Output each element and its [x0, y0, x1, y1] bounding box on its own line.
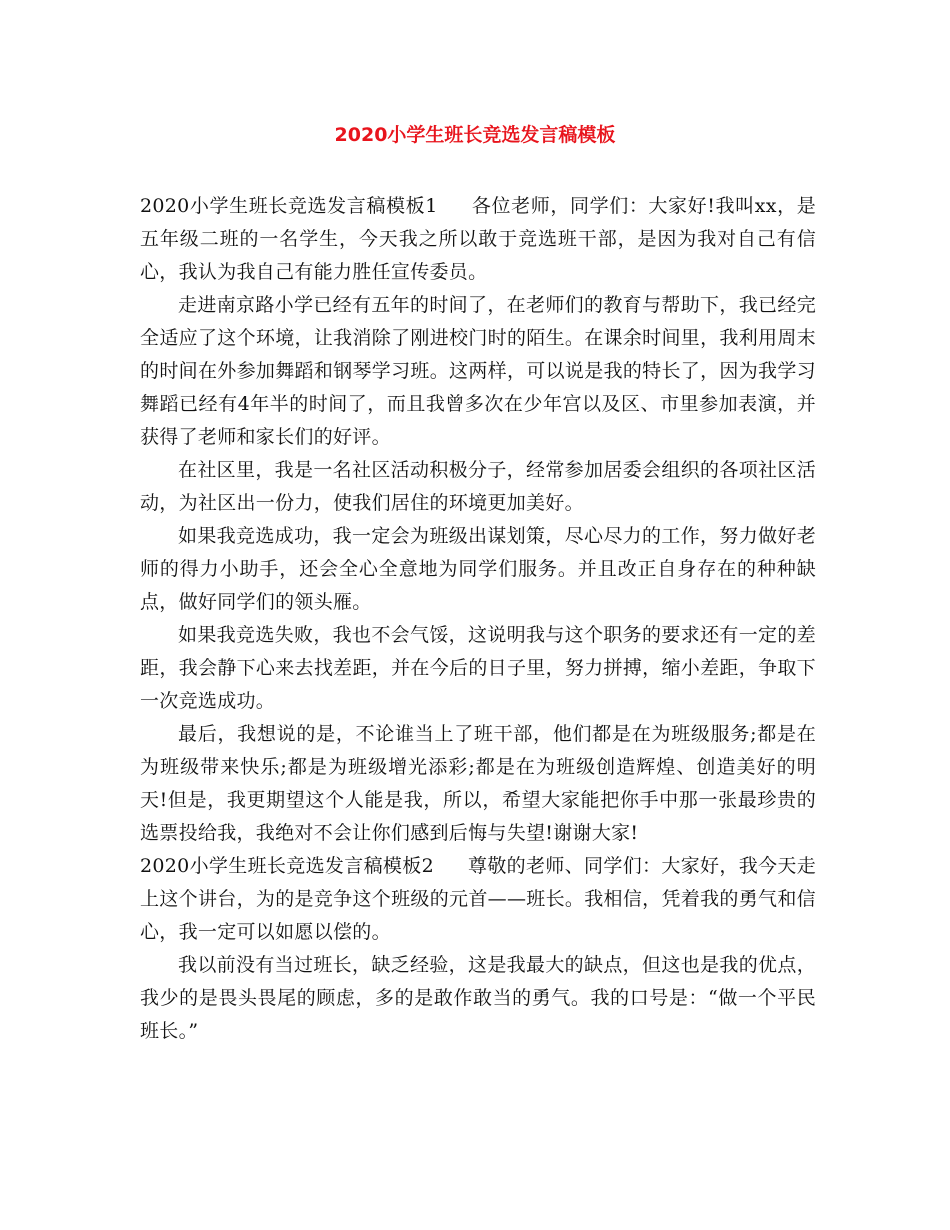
document-body: [140, 190, 816, 1048]
section-2-intro: [140, 850, 816, 949]
paragraph: 如果我竞选失败，我也不会气馁，这说明我与这个职务的要求还有一定的差距，我会静下心来去找差距，并在今后的日子里，努力拼搏，缩小差距，争取下一次竞选成功。: [140, 624, 816, 712]
paragraph: 走进南京路小学已经有五年的时间了，在老师们的教育与帮助下，我已经完全适应了这个环境，让我消除了刚进校门时的陌生。在课余时间里，我利用周末的时间在外参加舞蹈和钢琴学习班。这两样，可以说是我的特长了，因为我学习舞蹈已经有4年半的时间了，而且我曾多次在少年宫以及区、市里参加表演，并获得了老师和家长们的好评。: [140, 294, 816, 448]
section-2-heading: 2020小学生班长竞选发言稿模板2: [140, 855, 434, 877]
paragraph: 最后，我想说的是，不论谁当上了班干部，他们都是在为班级服务;都是在为班级带来快乐;都是为班级增光添彩;都是在为班级创造辉煌、创造美好的明天!但是，我更期望这个人能是我，所以，希望大家能把你手中那一张最珍贵的选票投给我，我绝对不会让你们感到后悔与失望!谢谢大家!: [140, 723, 816, 844]
section-1-heading: 2020小学生班长竞选发言稿模板1: [140, 195, 438, 217]
paragraph: 如果我竞选成功，我一定会为班级出谋划策，尽心尽力的工作，努力做好老师的得力小助手，还会全心全意地为同学们服务。并且改正自身存在的种种缺点，做好同学们的领头雁。: [140, 525, 816, 613]
section-1-first-paragraph: 各位老师，同学们：大家好!我叫xx，是五年级二班的一名学生，今天我之所以敢于竞选班干部，是因为我对自己有信心，我认为我自己有能力胜任宣传委员。: [140, 195, 816, 283]
page-title: 2020小学生班长竞选发言稿模板: [334, 124, 616, 146]
paragraph: 我以前没有当过班长，缺乏经验，这是我最大的缺点，但这也是我的优点，我少的是畏头畏尾的顾虑，多的是敢作敢当的勇气。我的口号是：“做一个平民班长。”: [140, 954, 816, 1042]
section-2-first-paragraph: 尊敬的老师、同学们：大家好，我今天走上这个讲台，为的是竞争这个班级的元首——班长。我相信，凭着我的勇气和信心，我一定可以如愿以偿的。: [140, 855, 816, 943]
section-1-intro: [140, 190, 816, 289]
paragraph: 在社区里，我是一名社区活动积极分子，经常参加居委会组织的各项社区活动，为社区出一份力，使我们居住的环境更加美好。: [140, 459, 816, 514]
